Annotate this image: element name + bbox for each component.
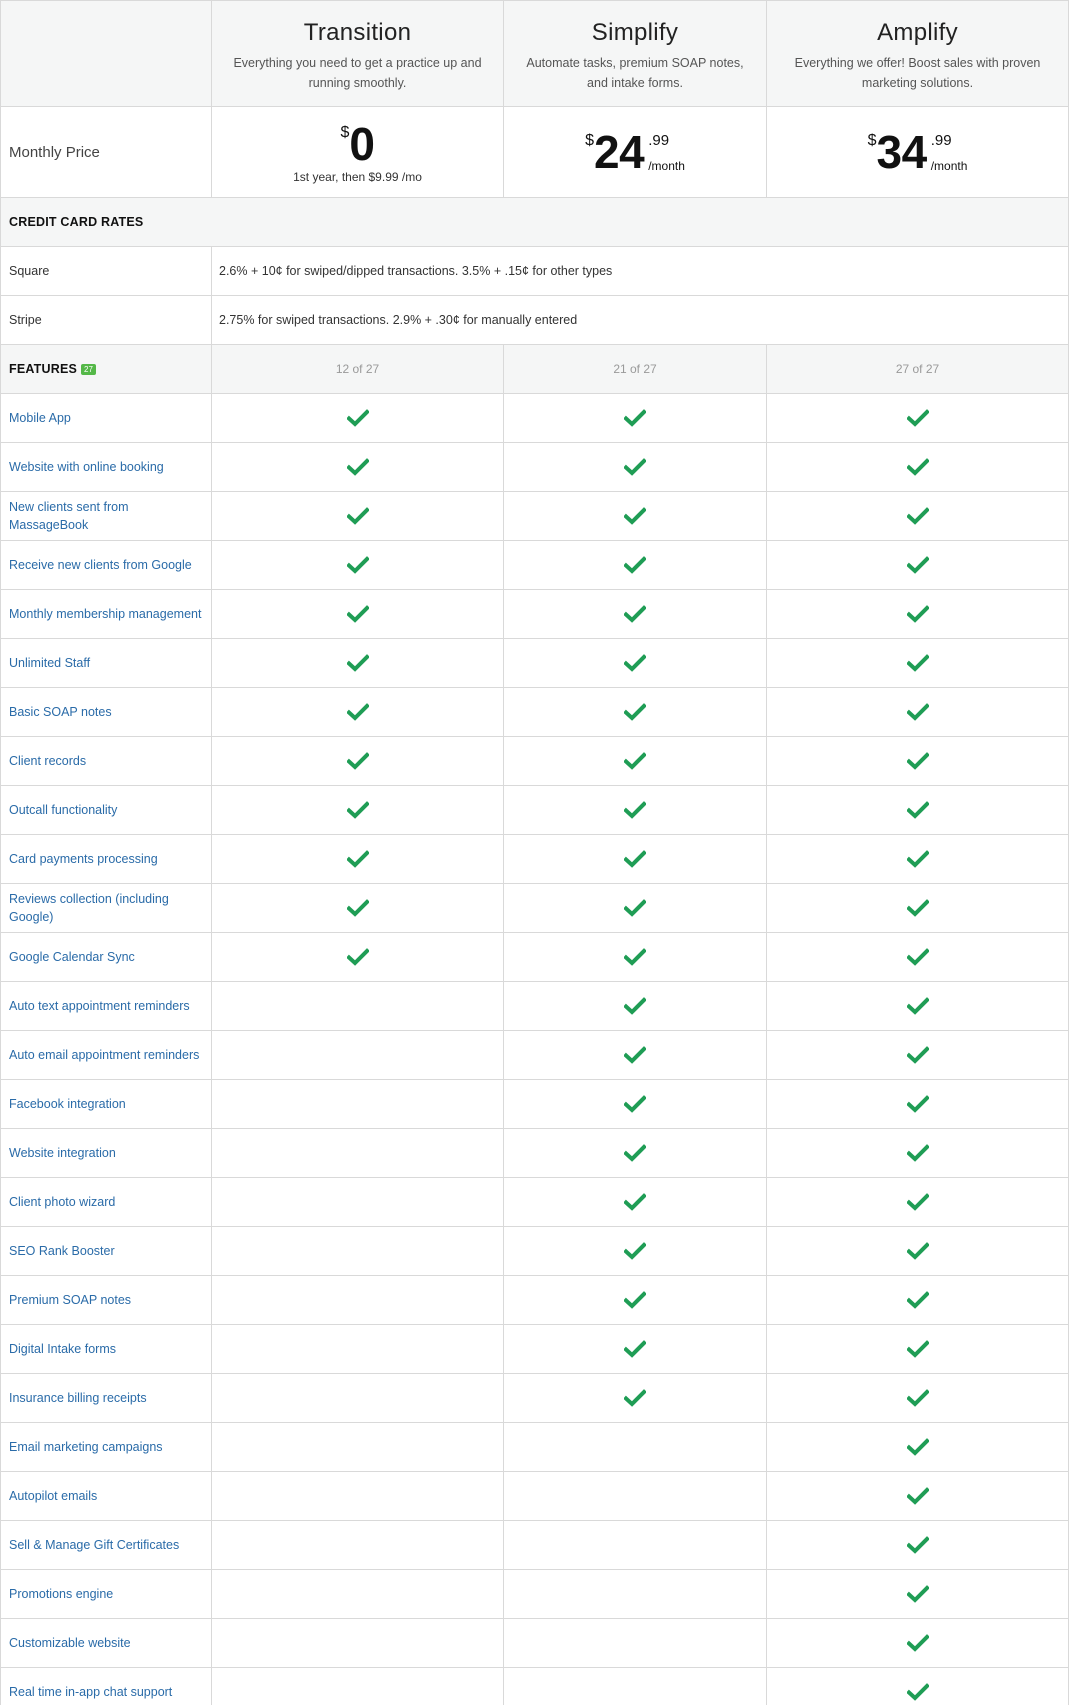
feature-cell-amplify — [767, 443, 1069, 492]
feature-row — [1, 1570, 1069, 1619]
price-period: /month — [648, 159, 685, 173]
feature-cell-simplify — [504, 492, 767, 541]
price-amount: 34 — [876, 126, 927, 178]
feature-cell-simplify — [504, 1227, 767, 1276]
feature-cell-transition — [212, 1129, 504, 1178]
checkmark-icon — [624, 703, 646, 721]
plan-description: Automate tasks, premium SOAP notes, and intake forms. — [526, 55, 744, 90]
feature-row — [1, 639, 1069, 688]
checkmark-icon — [907, 703, 929, 721]
feature-row — [1, 786, 1069, 835]
checkmark-icon — [624, 507, 646, 525]
price-currency: $ — [585, 132, 595, 149]
feature-cell-simplify — [504, 835, 767, 884]
plan-header-row — [1, 1, 1069, 107]
feature-name[interactable]: Reviews collection (including Google) — [1, 884, 212, 933]
checkmark-icon — [907, 1291, 929, 1309]
checkmark-icon — [347, 458, 369, 476]
feature-cell-transition — [212, 1668, 504, 1705]
feature-row — [1, 1129, 1069, 1178]
feature-count-simplify: 21 of 27 — [504, 345, 767, 394]
credit-card-rates-header — [1, 198, 1069, 247]
price-note: 1st year, then $9.99 /mo — [293, 170, 422, 184]
feature-name[interactable]: Real time in-app chat support — [1, 1668, 212, 1705]
feature-cell-simplify — [504, 590, 767, 639]
feature-row — [1, 541, 1069, 590]
feature-cell-amplify — [767, 1276, 1069, 1325]
feature-cell-amplify — [767, 933, 1069, 982]
feature-cell-transition — [212, 492, 504, 541]
feature-name[interactable]: SEO Rank Booster — [1, 1227, 212, 1276]
feature-row — [1, 394, 1069, 443]
price-currency: $ — [867, 132, 877, 149]
checkmark-icon — [907, 997, 929, 1015]
feature-name[interactable]: Card payments processing — [1, 835, 212, 884]
checkmark-icon — [907, 1193, 929, 1211]
feature-name[interactable]: Sell & Manage Gift Certificates — [1, 1521, 212, 1570]
checkmark-icon — [624, 752, 646, 770]
feature-name[interactable]: Monthly membership management — [1, 590, 212, 639]
feature-cell-simplify — [504, 1668, 767, 1705]
checkmark-icon — [347, 409, 369, 427]
feature-cell-simplify — [504, 1080, 767, 1129]
feature-cell-simplify — [504, 737, 767, 786]
feature-cell-transition — [212, 639, 504, 688]
feature-cell-simplify — [504, 1521, 767, 1570]
checkmark-icon — [624, 1046, 646, 1064]
feature-name[interactable]: Email marketing campaigns — [1, 1423, 212, 1472]
feature-row — [1, 884, 1069, 933]
price-transition — [212, 107, 504, 198]
feature-cell-simplify — [504, 1129, 767, 1178]
feature-cell-simplify — [504, 1472, 767, 1521]
checkmark-icon — [907, 1340, 929, 1358]
feature-count-amplify: 27 of 27 — [767, 345, 1069, 394]
header-corner — [1, 1, 212, 107]
feature-cell-amplify — [767, 884, 1069, 933]
feature-cell-simplify — [504, 1178, 767, 1227]
feature-name[interactable]: Receive new clients from Google — [1, 541, 212, 590]
feature-row — [1, 982, 1069, 1031]
checkmark-icon — [907, 1585, 929, 1603]
checkmark-icon — [907, 458, 929, 476]
checkmark-icon — [624, 605, 646, 623]
feature-cell-amplify — [767, 1668, 1069, 1705]
feature-cell-simplify — [504, 394, 767, 443]
feature-cell-simplify — [504, 786, 767, 835]
feature-cell-amplify — [767, 1570, 1069, 1619]
checkmark-icon — [907, 507, 929, 525]
rate-value: 2.6% + 10¢ for swiped/dipped transactions. 3.5% + .15¢ for other types — [212, 247, 1069, 296]
feature-row — [1, 443, 1069, 492]
feature-name[interactable]: Auto text appointment reminders — [1, 982, 212, 1031]
checkmark-icon — [907, 1487, 929, 1505]
plan-name: Simplify — [591, 18, 679, 46]
feature-cell-transition — [212, 1472, 504, 1521]
checkmark-icon — [347, 948, 369, 966]
checkmark-icon — [907, 899, 929, 917]
feature-cell-simplify — [504, 1276, 767, 1325]
feature-name[interactable]: Facebook integration — [1, 1080, 212, 1129]
plan-name: Transition — [303, 18, 412, 46]
feature-row — [1, 1423, 1069, 1472]
feature-row — [1, 590, 1069, 639]
feature-name[interactable]: Outcall functionality — [1, 786, 212, 835]
feature-cell-simplify — [504, 884, 767, 933]
checkmark-icon — [347, 899, 369, 917]
checkmark-icon — [907, 1046, 929, 1064]
checkmark-icon — [907, 654, 929, 672]
feature-cell-amplify — [767, 982, 1069, 1031]
checkmark-icon — [624, 458, 646, 476]
checkmark-icon — [624, 1291, 646, 1309]
checkmark-icon — [624, 997, 646, 1015]
feature-cell-simplify — [504, 688, 767, 737]
feature-cell-transition — [212, 1325, 504, 1374]
feature-cell-amplify — [767, 1227, 1069, 1276]
checkmark-icon — [624, 556, 646, 574]
plan-column-transition — [212, 1, 504, 107]
feature-cell-amplify — [767, 835, 1069, 884]
feature-name[interactable]: Promotions engine — [1, 1570, 212, 1619]
price-row — [1, 107, 1069, 198]
checkmark-icon — [624, 1340, 646, 1358]
checkmark-icon — [907, 1683, 929, 1701]
feature-row — [1, 1178, 1069, 1227]
checkmark-icon — [624, 654, 646, 672]
rate-row-stripe — [1, 296, 1069, 345]
feature-row — [1, 1472, 1069, 1521]
feature-row — [1, 492, 1069, 541]
checkmark-icon — [624, 801, 646, 819]
section-title: FEATURES — [9, 362, 78, 376]
feature-cell-transition — [212, 1276, 504, 1325]
price-amount: 0 — [349, 118, 375, 170]
checkmark-icon — [347, 605, 369, 623]
feature-cell-simplify — [504, 1570, 767, 1619]
feature-cell-transition — [212, 1570, 504, 1619]
checkmark-icon — [907, 1438, 929, 1456]
feature-cell-transition — [212, 394, 504, 443]
feature-cell-transition — [212, 1080, 504, 1129]
feature-cell-transition — [212, 737, 504, 786]
feature-name[interactable]: Basic SOAP notes — [1, 688, 212, 737]
feature-cell-transition — [212, 1423, 504, 1472]
feature-cell-simplify — [504, 541, 767, 590]
plan-description: Everything you need to get a practice up and running smoothly. — [233, 55, 482, 90]
price-period: /month — [930, 159, 968, 173]
feature-cell-simplify — [504, 1423, 767, 1472]
feature-cell-simplify — [504, 1619, 767, 1668]
price-amount: 24 — [594, 126, 645, 178]
feature-cell-amplify — [767, 688, 1069, 737]
feature-cell-amplify — [767, 1080, 1069, 1129]
checkmark-icon — [624, 1095, 646, 1113]
checkmark-icon — [624, 1144, 646, 1162]
checkmark-icon — [907, 1144, 929, 1162]
plan-column-amplify — [767, 1, 1069, 107]
feature-name[interactable]: Digital Intake forms — [1, 1325, 212, 1374]
feature-cell-amplify — [767, 786, 1069, 835]
checkmark-icon — [907, 850, 929, 868]
feature-cell-transition — [212, 786, 504, 835]
checkmark-icon — [907, 556, 929, 574]
feature-count-badge: 27 — [81, 364, 96, 375]
checkmark-icon — [347, 703, 369, 721]
feature-name[interactable]: Premium SOAP notes — [1, 1276, 212, 1325]
checkmark-icon — [907, 409, 929, 427]
checkmark-icon — [907, 1095, 929, 1113]
feature-name[interactable]: Google Calendar Sync — [1, 933, 212, 982]
feature-name[interactable]: Auto email appointment reminders — [1, 1031, 212, 1080]
price-simplify — [504, 107, 767, 198]
feature-cell-amplify — [767, 1178, 1069, 1227]
feature-row — [1, 1521, 1069, 1570]
feature-name[interactable]: Autopilot emails — [1, 1472, 212, 1521]
checkmark-icon — [907, 1634, 929, 1652]
feature-cell-amplify — [767, 492, 1069, 541]
feature-name[interactable]: Mobile App — [1, 394, 212, 443]
feature-row — [1, 1227, 1069, 1276]
price-cents: .99 — [648, 132, 670, 149]
price-amplify — [767, 107, 1069, 198]
checkmark-icon — [624, 899, 646, 917]
checkmark-icon — [624, 1242, 646, 1260]
checkmark-icon — [347, 654, 369, 672]
checkmark-icon — [907, 605, 929, 623]
checkmark-icon — [624, 948, 646, 966]
feature-cell-amplify — [767, 737, 1069, 786]
feature-cell-transition — [212, 541, 504, 590]
feature-name[interactable]: Client records — [1, 737, 212, 786]
feature-cell-transition — [212, 688, 504, 737]
feature-cell-amplify — [767, 1619, 1069, 1668]
feature-cell-simplify — [504, 639, 767, 688]
checkmark-icon — [624, 850, 646, 868]
feature-row — [1, 1080, 1069, 1129]
feature-row — [1, 1619, 1069, 1668]
checkmark-icon — [347, 850, 369, 868]
feature-cell-transition — [212, 590, 504, 639]
feature-cell-simplify — [504, 1325, 767, 1374]
feature-name[interactable]: Website integration — [1, 1129, 212, 1178]
rate-label: Square — [1, 247, 212, 296]
feature-row — [1, 933, 1069, 982]
checkmark-icon — [907, 1242, 929, 1260]
checkmark-icon — [347, 556, 369, 574]
plan-description: Everything we offer! Boost sales with proven marketing solutions. — [794, 55, 1041, 90]
feature-cell-simplify — [504, 1374, 767, 1423]
feature-cell-transition — [212, 982, 504, 1031]
feature-name[interactable]: Website with online booking — [1, 443, 212, 492]
feature-row — [1, 1668, 1069, 1705]
feature-name[interactable]: Client photo wizard — [1, 1178, 212, 1227]
feature-cell-simplify — [504, 982, 767, 1031]
rate-row-square — [1, 247, 1069, 296]
checkmark-icon — [624, 409, 646, 427]
checkmark-icon — [907, 948, 929, 966]
section-title: CREDIT CARD RATES — [9, 215, 144, 229]
checkmark-icon — [907, 1536, 929, 1554]
feature-cell-simplify — [504, 933, 767, 982]
feature-cell-amplify — [767, 1031, 1069, 1080]
feature-cell-amplify — [767, 1472, 1069, 1521]
feature-row — [1, 1276, 1069, 1325]
feature-name[interactable]: Unlimited Staff — [1, 639, 212, 688]
feature-cell-amplify — [767, 1325, 1069, 1374]
feature-row — [1, 737, 1069, 786]
feature-cell-transition — [212, 884, 504, 933]
checkmark-icon — [347, 801, 369, 819]
feature-cell-transition — [212, 1031, 504, 1080]
feature-name[interactable]: Customizable website — [1, 1619, 212, 1668]
checkmark-icon — [347, 752, 369, 770]
feature-name[interactable]: Insurance billing receipts — [1, 1374, 212, 1423]
price-row-label: Monthly Price — [1, 107, 212, 198]
feature-row — [1, 1374, 1069, 1423]
price-cents: .99 — [930, 132, 952, 149]
checkmark-icon — [907, 801, 929, 819]
feature-cell-transition — [212, 1521, 504, 1570]
feature-cell-amplify — [767, 590, 1069, 639]
feature-cell-amplify — [767, 639, 1069, 688]
feature-row — [1, 835, 1069, 884]
feature-cell-simplify — [504, 443, 767, 492]
feature-cell-transition — [212, 933, 504, 982]
checkmark-icon — [347, 507, 369, 525]
price-currency: $ — [340, 124, 350, 141]
feature-cell-transition — [212, 1227, 504, 1276]
feature-cell-transition — [212, 835, 504, 884]
feature-cell-amplify — [767, 1129, 1069, 1178]
feature-cell-simplify — [504, 1031, 767, 1080]
feature-name[interactable]: New clients sent from MassageBook — [1, 492, 212, 541]
feature-cell-transition — [212, 1619, 504, 1668]
rate-value: 2.75% for swiped transactions. 2.9% + .30¢ for manually entered — [212, 296, 1069, 345]
checkmark-icon — [624, 1193, 646, 1211]
plan-column-simplify — [504, 1, 767, 107]
feature-cell-transition — [212, 1178, 504, 1227]
rate-label: Stripe — [1, 296, 212, 345]
feature-row — [1, 1325, 1069, 1374]
feature-row — [1, 688, 1069, 737]
feature-cell-transition — [212, 1374, 504, 1423]
feature-cell-amplify — [767, 1423, 1069, 1472]
checkmark-icon — [907, 1389, 929, 1407]
plan-name: Amplify — [877, 18, 958, 46]
feature-cell-amplify — [767, 394, 1069, 443]
feature-row — [1, 1031, 1069, 1080]
feature-cell-amplify — [767, 1374, 1069, 1423]
feature-cell-transition — [212, 443, 504, 492]
feature-cell-amplify — [767, 541, 1069, 590]
features-header — [1, 345, 1069, 394]
feature-cell-amplify — [767, 1521, 1069, 1570]
checkmark-icon — [624, 1389, 646, 1407]
feature-count-transition: 12 of 27 — [212, 345, 504, 394]
checkmark-icon — [907, 752, 929, 770]
